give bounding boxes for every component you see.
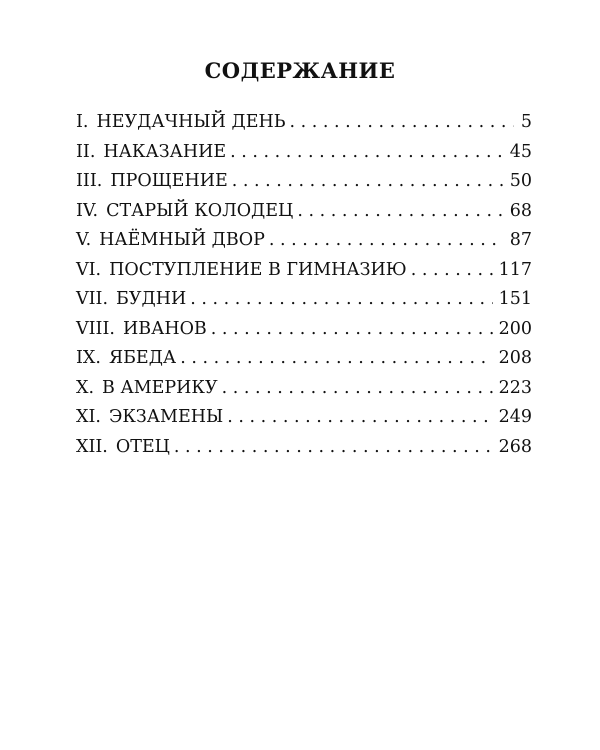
page-number: 249 (498, 407, 532, 427)
toc-entry (76, 437, 532, 467)
toc-entry (76, 112, 532, 142)
chapter-number: II. (76, 141, 96, 162)
page-title: СОДЕРЖАНИЕ (204, 58, 396, 83)
page-number: 50 (509, 171, 532, 191)
chapter-title: НАЁМНЫЙ ДВОР (99, 230, 265, 250)
chapter-number: I. (76, 112, 89, 132)
dot-leader (290, 112, 514, 132)
chapter-number: XI. (76, 407, 101, 427)
toc-entry (76, 407, 532, 437)
toc-entry (76, 348, 532, 378)
page-number: 45 (509, 141, 532, 162)
dot-leader (222, 378, 493, 398)
chapter-number: IX. (76, 348, 101, 368)
page-number: 5 (520, 112, 532, 132)
toc-entry (76, 378, 532, 408)
chapter-number: V. (76, 230, 92, 250)
toc-entry (76, 319, 532, 349)
page-number: 87 (509, 230, 532, 250)
chapter-number: XII. (76, 436, 108, 457)
chapter-title: ПРОЩЕНИЕ (110, 171, 228, 191)
toc-entry (76, 230, 532, 260)
toc-entry (76, 289, 532, 319)
chapter-title: ПОСТУПЛЕНИЕ В ГИМНАЗИЮ (109, 259, 407, 280)
chapter-title: НЕУДАЧНЫЙ ДЕНЬ (96, 112, 286, 132)
dot-leader (174, 437, 493, 457)
page-number: 200 (498, 318, 532, 339)
page-number: 223 (498, 377, 532, 398)
chapter-title: ИВАНОВ (122, 318, 207, 339)
chapter-number: III. (76, 171, 103, 191)
toc-entry (76, 142, 532, 172)
dot-leader (227, 407, 492, 427)
page-number: 68 (509, 200, 532, 221)
dot-leader (230, 142, 504, 162)
chapter-title: БУДНИ (116, 289, 187, 309)
chapter-number: X. (76, 377, 95, 398)
chapter-title: В АМЕРИКУ (102, 377, 218, 398)
dot-leader (232, 171, 504, 191)
toc-entry (76, 260, 532, 290)
page-number: 117 (498, 259, 532, 280)
chapter-number: VI. (76, 259, 102, 280)
dot-leader (269, 230, 504, 250)
dot-leader (411, 260, 493, 280)
toc-entry (76, 171, 532, 201)
chapter-title: ЯБЕДА (108, 348, 177, 368)
page-number: 208 (498, 348, 532, 368)
dot-leader (190, 289, 492, 309)
chapter-title: ОТЕЦ (115, 436, 170, 457)
dot-leader (211, 319, 493, 339)
dot-leader (180, 348, 492, 368)
page-number: 151 (498, 289, 532, 309)
table-of-contents (76, 112, 532, 466)
chapter-title: НАКАЗАНИЕ (103, 141, 227, 162)
chapter-title: СТАРЫЙ КОЛОДЕЦ (106, 200, 294, 221)
chapter-number: VIII. (76, 318, 115, 339)
page-number: 268 (498, 436, 532, 457)
toc-entry (76, 201, 532, 231)
chapter-number: VII. (76, 289, 109, 309)
chapter-title: ЭКЗАМЕНЫ (108, 407, 224, 427)
dot-leader (297, 201, 503, 221)
chapter-number: IV. (76, 200, 99, 221)
